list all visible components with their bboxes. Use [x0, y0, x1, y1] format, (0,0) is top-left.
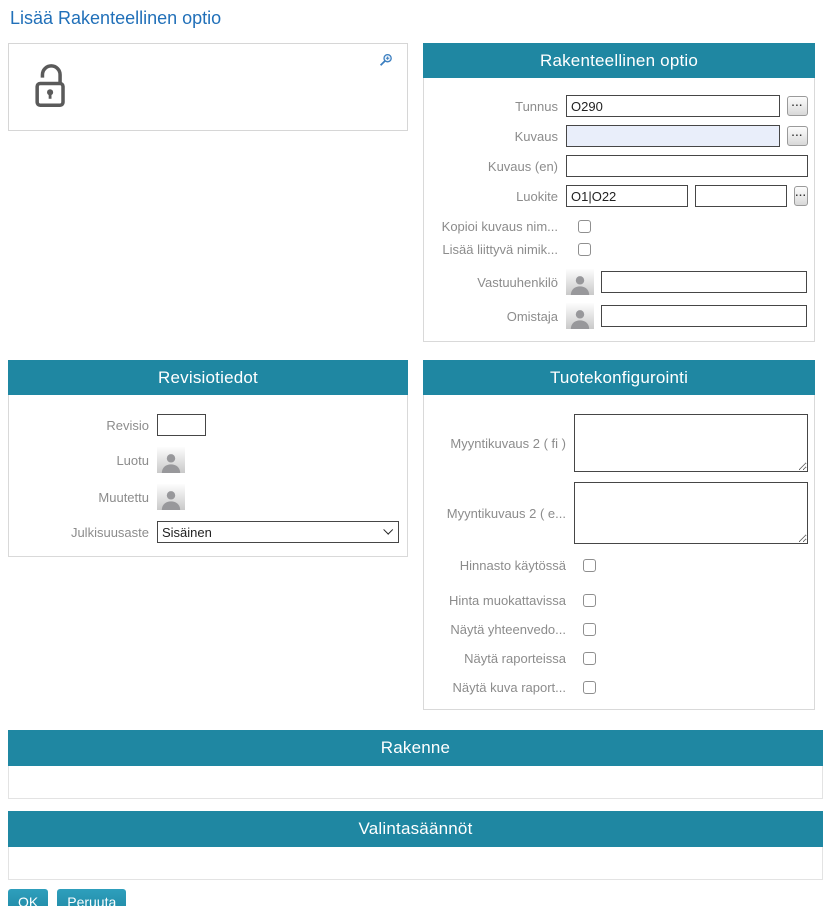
tunnus-input[interactable] — [566, 95, 780, 117]
muutettu-label: Muutettu — [98, 489, 149, 505]
sales-desc-fi-label: Myyntikuvaus 2 ( fi ) — [450, 436, 566, 451]
panel-title-revisiotiedot: Revisiotiedot — [8, 360, 408, 395]
kuvaus-input[interactable] — [566, 125, 780, 147]
panel-rakenne — [8, 730, 823, 799]
copy-description-checkbox[interactable] — [578, 220, 591, 233]
page-title: Lisää Rakenteellinen optio — [10, 8, 222, 28]
sales-desc-fi-textarea[interactable] — [574, 414, 808, 472]
nayta-yhteenvedossa-label: Näytä yhteenvedo... — [450, 622, 566, 637]
rakenne-content — [8, 766, 823, 799]
copy-description-label: Kopioi kuvaus nim... — [441, 219, 558, 234]
hinta-muokattavissa-label: Hinta muokattavissa — [448, 593, 566, 608]
zoom-in-icon[interactable] — [379, 53, 393, 67]
unlocked-icon — [31, 60, 68, 110]
panel-title-rakenne: Rakenne — [8, 730, 823, 766]
responsible-person-icon — [566, 269, 594, 295]
kuvaus-browse-button[interactable]: ... — [787, 126, 808, 146]
hinta-muokattavissa-checkbox[interactable] — [583, 594, 596, 607]
luotu-person-icon — [157, 447, 185, 473]
julkisuusaste-label: Julkisuusaste — [70, 524, 149, 540]
tunnus-label: Tunnus — [515, 98, 558, 114]
item-preview-box — [8, 43, 408, 131]
kuvaus-label: Kuvaus — [514, 128, 558, 144]
tunnus-browse-button[interactable]: ... — [787, 96, 808, 116]
nayta-kuva-raportilla-label: Näytä kuva raport... — [452, 680, 566, 695]
kuvaus-en-label: Kuvaus (en) — [487, 158, 558, 174]
valintasaannot-content — [8, 847, 823, 880]
sales-desc-en-label: Myyntikuvaus 2 ( e... — [446, 506, 566, 521]
nayta-raporteissa-label: Näytä raporteissa — [464, 651, 566, 666]
luotu-label: Luotu — [116, 452, 149, 468]
nayta-yhteenvedossa-checkbox[interactable] — [583, 623, 596, 636]
luokite-input-2[interactable] — [695, 185, 787, 207]
add-related-checkbox[interactable] — [578, 243, 591, 256]
hinnasto-kaytossa-label: Hinnasto käytössä — [459, 558, 566, 573]
nayta-raporteissa-checkbox[interactable] — [583, 652, 596, 665]
panel-title-valintasaannot: Valintasäännöt — [8, 811, 823, 847]
revisio-label: Revisio — [106, 417, 149, 433]
kuvaus-en-input[interactable] — [566, 155, 808, 177]
cancel-button[interactable]: Peruuta — [57, 889, 126, 906]
muutettu-person-icon — [157, 484, 185, 510]
panel-revisiotiedot — [8, 360, 408, 557]
owner-input[interactable] — [601, 305, 807, 327]
revisio-input[interactable] — [157, 414, 206, 436]
hinnasto-kaytossa-checkbox[interactable] — [583, 559, 596, 572]
panel-title-tuotekonfigurointi: Tuotekonfigurointi — [423, 360, 815, 395]
owner-label: Omistaja — [506, 308, 558, 324]
panel-valintasaannot — [8, 811, 823, 880]
owner-person-icon — [566, 303, 594, 329]
panel-tuotekonfigurointi — [423, 360, 815, 710]
panel-title-rakenteellinen-optio: Rakenteellinen optio — [423, 43, 815, 78]
luokite-input-1[interactable] — [566, 185, 688, 207]
luokite-browse-button[interactable]: ... — [794, 186, 808, 206]
nayta-kuva-raportilla-checkbox[interactable] — [583, 681, 596, 694]
responsible-input[interactable] — [601, 271, 807, 293]
ok-button[interactable]: OK — [8, 889, 48, 906]
sales-desc-en-textarea[interactable] — [574, 482, 808, 544]
responsible-label: Vastuuhenkilö — [477, 274, 558, 290]
panel-rakenteellinen-optio — [423, 43, 815, 342]
add-related-label: Lisää liittyvä nimik... — [442, 242, 558, 257]
julkisuusaste-select[interactable] — [157, 521, 399, 543]
luokite-label: Luokite — [516, 188, 558, 204]
